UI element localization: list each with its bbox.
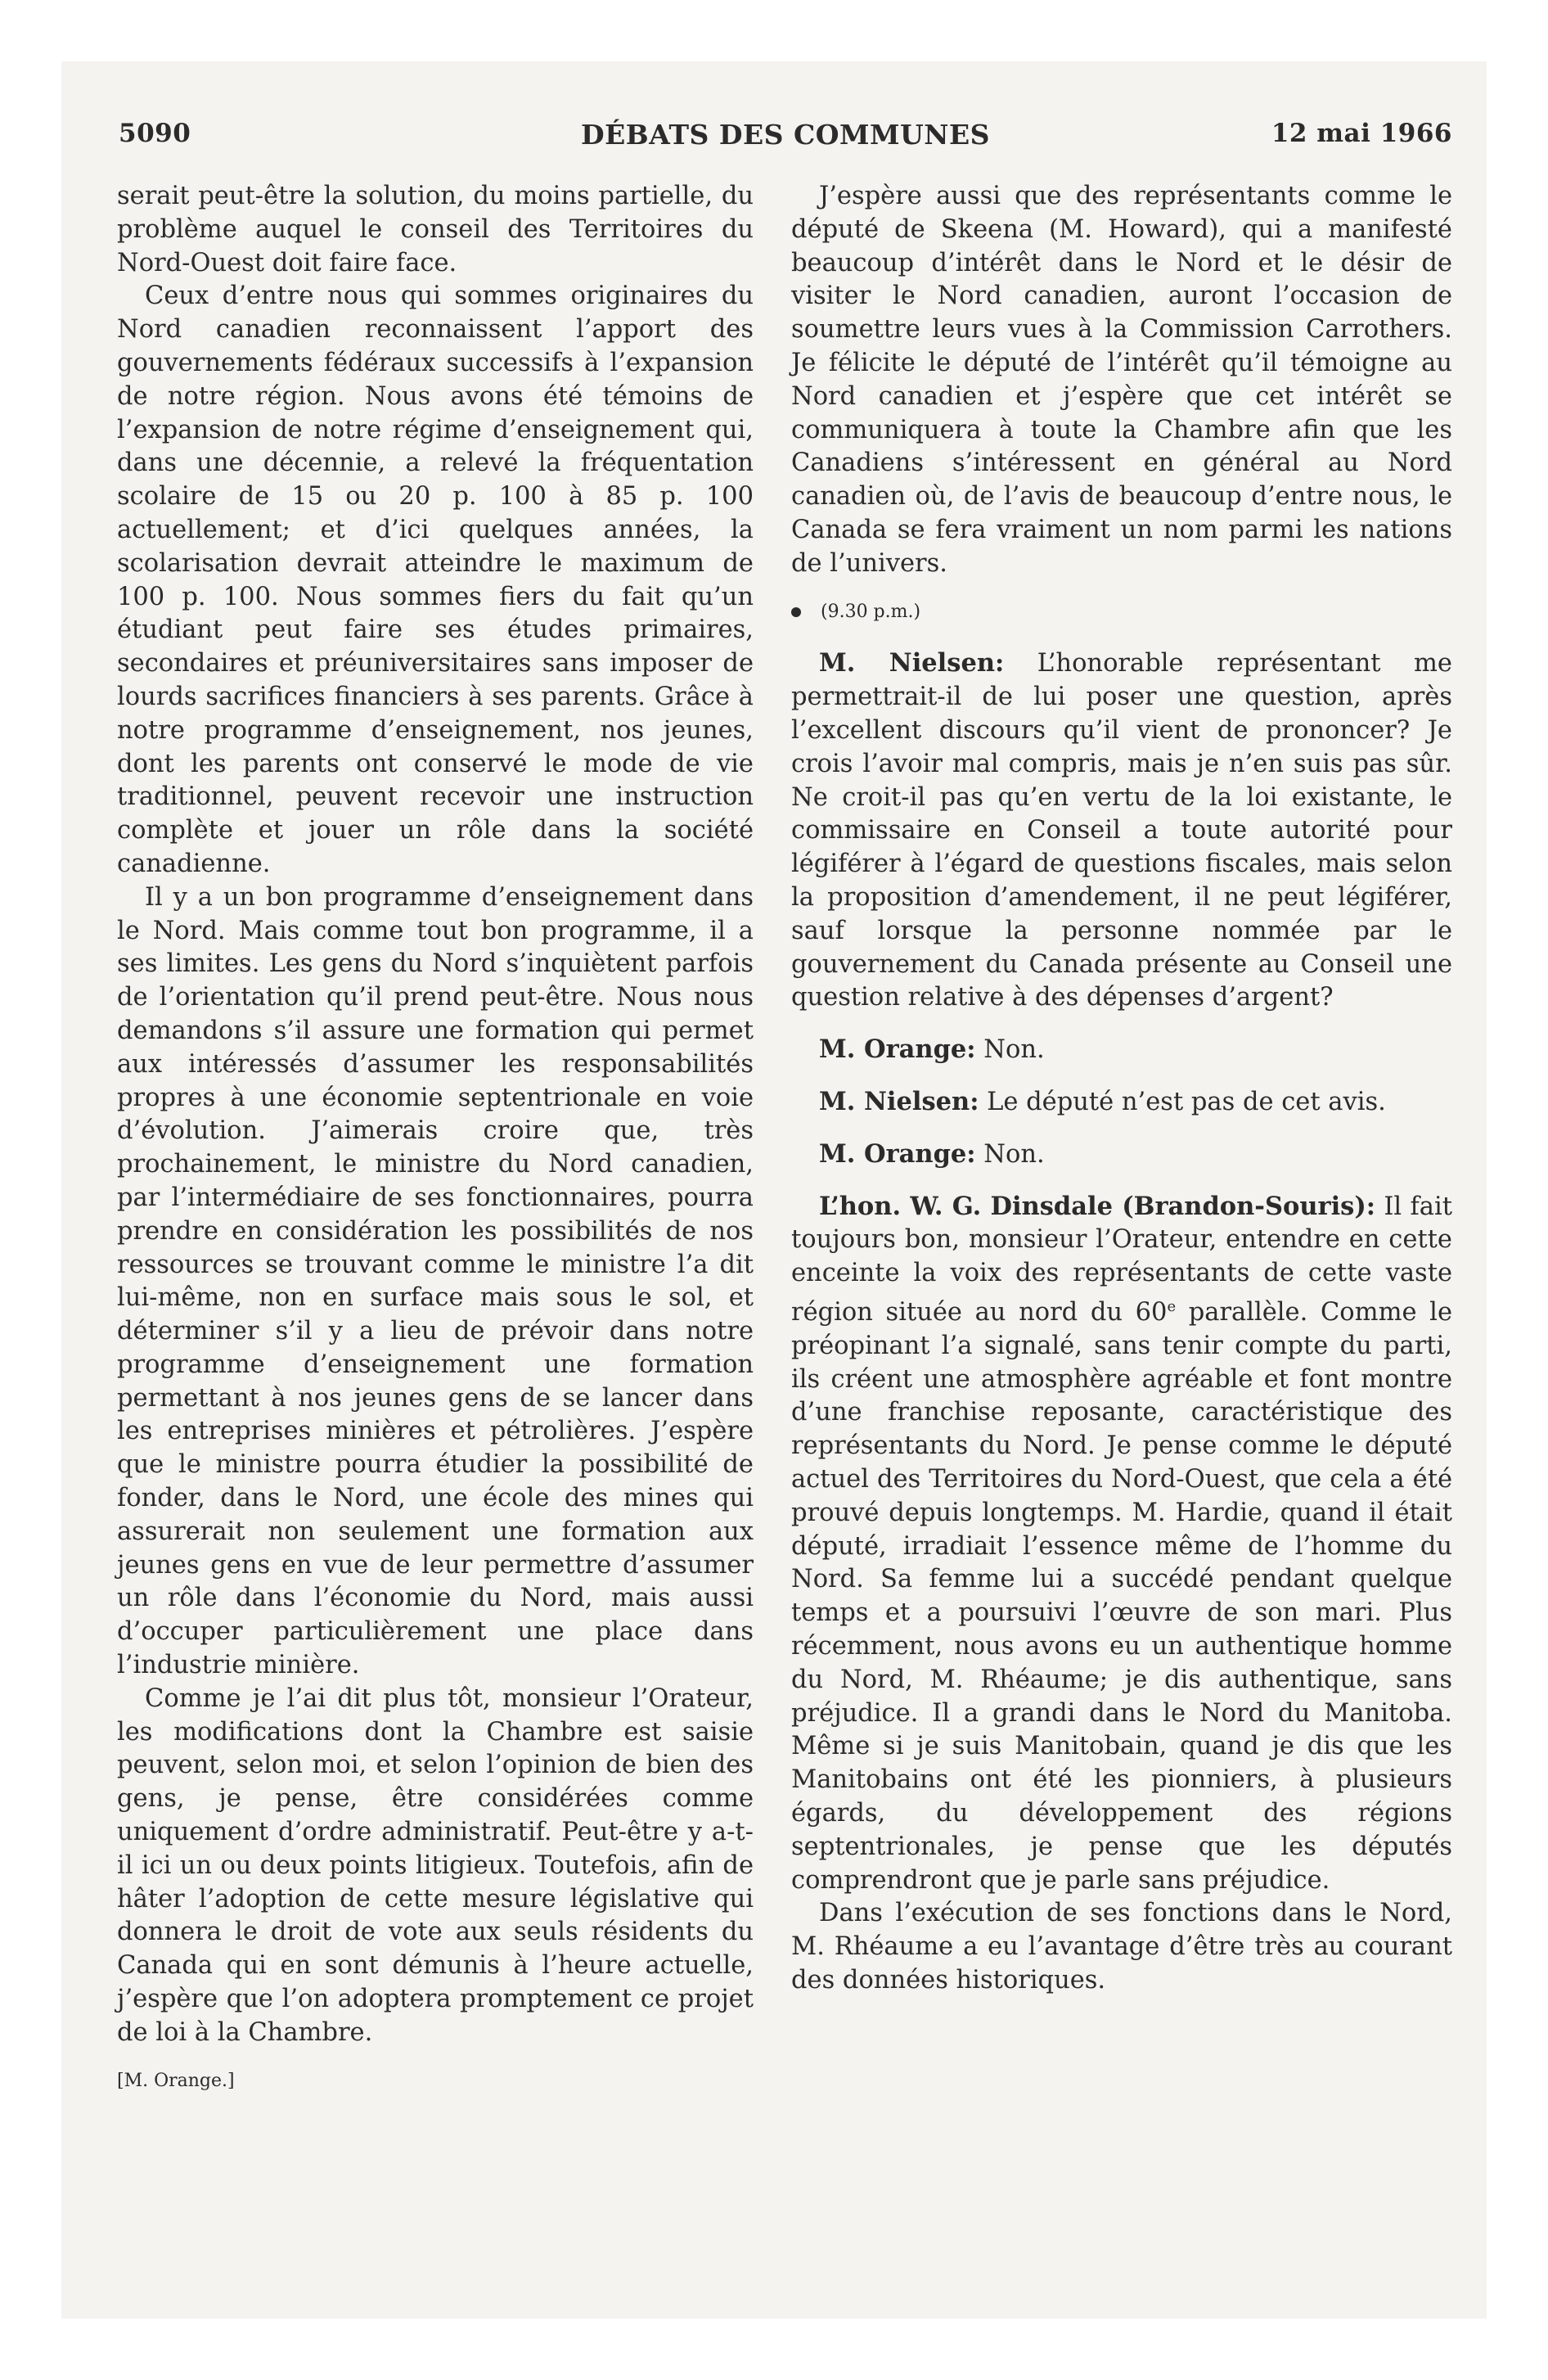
speaker-attribution: [M. Orange.] <box>117 2070 235 2091</box>
speech-text: L’honorable représentant me permettrait-il de lui poser une question, après l’excellent discours qu’il vient de prononcer? Je crois l’avoir mal compris, mais je n’en suis pas sûr. Ne croit-il pas qu’en vertu de la loi existante, le commissaire en Conseil a toute autorité pour légiférer à l’égard de questions fiscales, mais selon la proposition d’amendement, il ne peut légiférer, sauf lorsque la personne nommée par le gouvernement du Canada présente au Conseil une question relative à des dépenses d’argent? <box>791 649 1452 1012</box>
right-column <box>791 180 1452 1998</box>
left-paragraph-3: Il y a un bon programme d’enseignement dans le Nord. Mais comme tout bon programme, il a ses limites. Les gens du Nord s’inquiètent parfois de l’orientation qu’il prend peut-être. Nous nous demandons s’il assure une formation qui permet aux intéressés d’assumer les responsabilités propres à une économie septentrionale en voie d’évolution. J’aimerais croire que, très prochainement, le ministre du Nord canadien, par l’intermédiaire de ses fonctionnaires, pourra prendre en considération les possibilités de nos ressources se trouvant comme le ministre l’a dit lui-même, non en surface mais sous le sol, et déterminer s’il y a lieu de prévoir dans notre programme d’enseignement une formation permettant à nos jeunes gens de se lancer dans les entreprises minières et pétrolières. J’espère que le ministre pourra étudier la possibilité de fonder, dans le Nord, une école des mines qui assurerait non seulement une formation aux jeunes gens en vue de leur permettre d’assumer un rôle dans l’économie du Nord, mais aussi d’occuper particulièrement une place dans l’industrie minière. <box>117 882 754 1680</box>
speech-text: Il fait toujours bon, monsieur l’Orateur, entendre en cette enceinte la voix des représentants de cette vaste région située au nord du 60 <box>791 1192 1452 1327</box>
orange-reply-1 <box>791 1033 1452 1067</box>
bullet-icon <box>791 607 801 617</box>
time-marker-text: (9.30 p.m.) <box>821 601 921 622</box>
page-sheet <box>61 61 1487 2319</box>
time-marker <box>791 596 1452 629</box>
speech-text: Non. <box>975 1035 1045 1065</box>
speaker-name: M. Orange: <box>819 1138 976 1169</box>
page-number: 5090 <box>119 119 191 148</box>
dinsdale-speech <box>791 1190 1452 1898</box>
speaker-name: M. Nielsen: <box>819 648 1005 678</box>
page-title: DÉBATS DES COMMUNES <box>581 119 990 151</box>
speech-text-continued: parallèle. Comme le préopinant l’a signalé, sans tenir compte du parti, ils créent une atmosphère agréable et font montre d’une franchise reposante, caractéristique des représentants du Nord. Je pense comme le député actuel des Territoires du Nord-Ouest, que cela a été prouvé depuis longtemps. M. Hardie, quand il était député, irradiait l’essence même de l’homme du Nord. Sa femme lui a succédé pendant quelque temps et a poursuivi l’œuvre de son mari. Plus récemment, nous avons eu un authentique homme du Nord, M. Rhéaume; je dis authentique, sans préjudice. Il a grandi dans le Nord du Manitoba. Même si je suis Manitobain, quand je dis que les Manitobains ont été les pionniers, à plusieurs égards, du développement des régions septentrionales, je pense que les députés comprendront que je parle sans préjudice. <box>791 1298 1452 1895</box>
page-header <box>119 119 1452 160</box>
ordinal-suffix: e <box>1167 1297 1177 1315</box>
nielsen-reply <box>791 1085 1452 1120</box>
nielsen-question <box>791 647 1452 1015</box>
speaker-name: M. Orange: <box>819 1034 976 1065</box>
left-paragraph-1: serait peut-être la solution, du moins partielle, du problème auquel le conseil des Territoires du Nord-Ouest doit faire face. <box>117 182 754 277</box>
left-paragraph-4: Comme je l’ai dit plus tôt, monsieur l’Orateur, les modifications dont la Chambre est saisie peuvent, selon moi, et selon l’opinion de bien des gens, je pense, être considérées comme uniquement d’ordre administratif. Peut-être y a-t-il ici un ou deux points litigieux. Toutefois, afin de hâter l’adoption de cette mesure législative qui donnera le droit de vote aux seuls résidents du Canada qui en sont démunis à l’heure actuelle, j’espère que l’on adoptera promptement ce projet de loi à la Chambre. <box>117 1684 754 2047</box>
speech-text: Non. <box>975 1139 1045 1169</box>
page-date: 12 mai 1966 <box>1271 119 1452 148</box>
left-column <box>117 180 754 2098</box>
right-paragraph-last: Dans l’exécution de ses fonctions dans le Nord, M. Rhéaume a eu l’avantage d’être très au courant des données historiques. <box>791 1899 1452 1995</box>
speech-text: Le député n’est pas de cet avis. <box>979 1087 1386 1116</box>
left-paragraph-2: Ceux d’entre nous qui sommes originaires du Nord canadien reconnaissent l’apport des gouvernements fédéraux successifs à l’expansion de notre région. Nous avons été témoins de l’expansion de notre régime d’enseignement qui, dans une décennie, a relevé la fréquentation scolaire de 15 ou 20 p. 100 à 85 p. 100 actuellement; et d’ici quelques années, la scolarisation devrait atteindre le maximum de 100 p. 100. Nous sommes fiers du fait qu’un étudiant peut faire ses études primaires, secondaires et préuniversitaires sans imposer de lourds sacrifices financiers à ses parents. Grâce à notre programme d’enseignement, nos jeunes, dont les parents ont conservé le mode de vie traditionnel, peuvent recevoir une instruction complète et jouer un rôle dans la société canadienne. <box>117 282 754 878</box>
speaker-name: L’hon. W. G. Dinsdale (Brandon-Souris): <box>819 1191 1376 1221</box>
orange-reply-2 <box>791 1138 1452 1172</box>
speaker-name: M. Nielsen: <box>819 1086 979 1116</box>
right-paragraph-1: J’espère aussi que des représentants comme le député de Skeena (M. Howard), qui a manifesté beaucoup d’intérêt dans le Nord et le désir de visiter le Nord canadien, auront l’occasion de soumettre leurs vues à la Commission Carrothers. Je félicite le député de l’intérêt qu’il témoigne au Nord canadien et j’espère que cet intérêt se communiquera à toute la Chambre afin que les Canadiens s’intéressent en général au Nord canadien où, de l’avis de beaucoup d’entre nous, le Canada se fera vraiment un nom parmi les nations de l’univers. <box>791 182 1452 578</box>
